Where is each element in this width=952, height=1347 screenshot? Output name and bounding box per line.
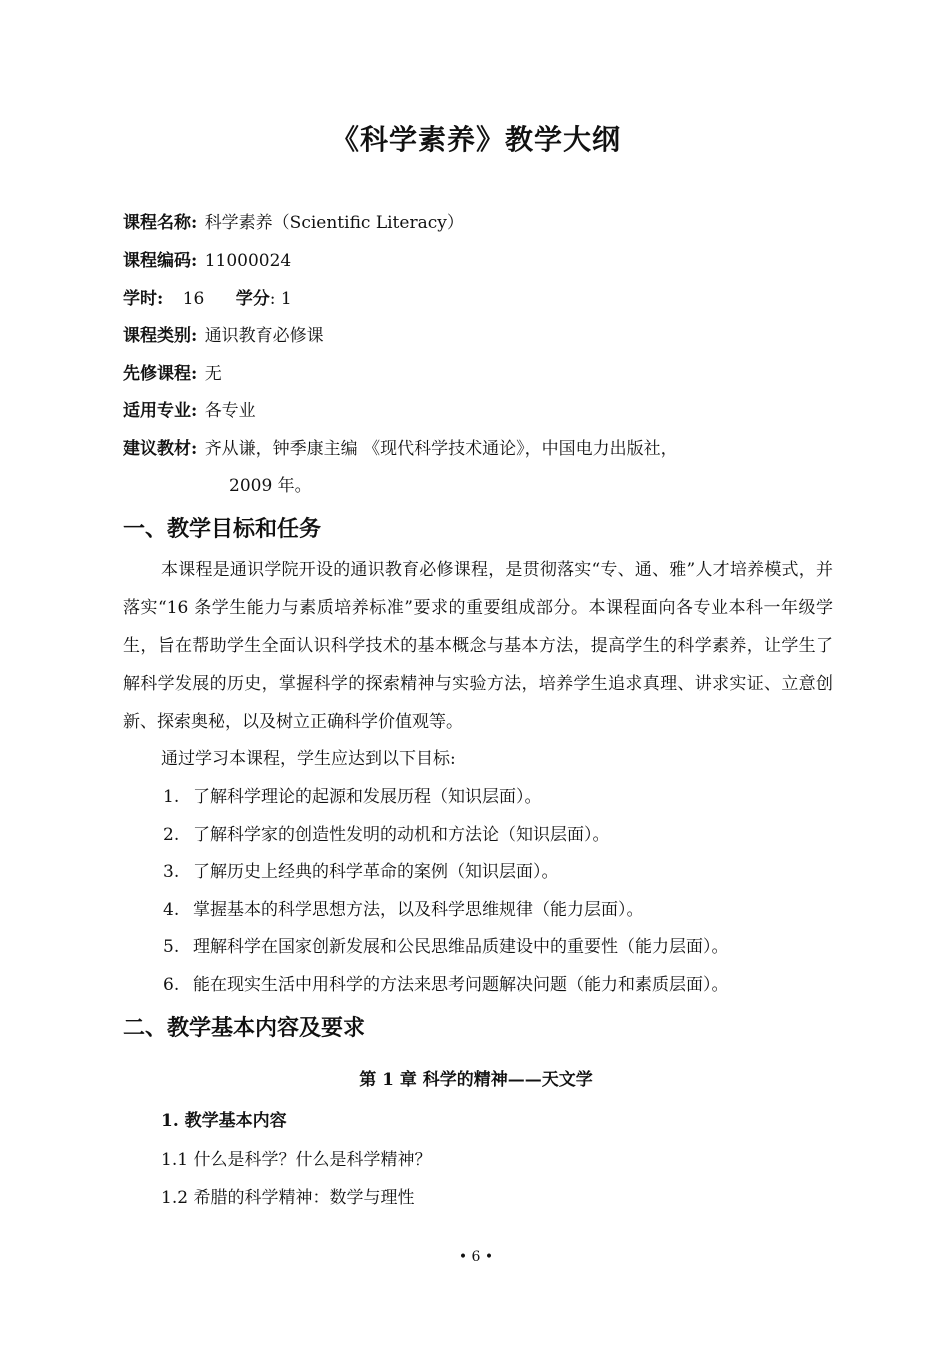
textbook-value-continued: 2009 年。	[229, 476, 312, 496]
textbook-value: 齐从谦，钟季康主编 《现代科学技术通论》，中国电力出版社，	[204, 439, 678, 459]
goal-item	[163, 820, 610, 845]
textbook-label: 建议教材:	[123, 439, 198, 459]
course-code-label: 课程编码:	[123, 251, 198, 271]
goal-item	[163, 857, 559, 882]
goal-number: 6.	[163, 975, 180, 995]
goal-item	[163, 970, 729, 995]
content-item: 1.1 什么是科学？什么是科学精神？	[161, 1150, 432, 1170]
section-1-paragraph: 本课程是通识学院开设的通识教育必修课程，是贯彻落实“专、通、雅”人才培养模式，并落实“16 条学生能力与素质培养标准”要求的重要组成部分。本课程面向各专业本科一年级学生，旨在帮助学生全面认识科学技术的基本概念与基本方法，提高学生的科学素养，让学生了解科学发展的历史，掌握科学的探索精神与实验方法，培养学生追求真理、讲求实证、立意创新、探索奥秘，以及树立正确科学价值观等。	[123, 560, 833, 732]
goal-item	[163, 782, 542, 807]
goal-number: 4.	[163, 900, 180, 920]
course-name-row	[123, 208, 464, 233]
category-label: 课程类别:	[123, 326, 198, 346]
goal-text: 掌握基本的科学思想方法，以及科学思维规律（能力层面）。	[193, 900, 644, 920]
textbook-row	[123, 434, 678, 459]
course-name-value: 科学素养（Scientific Literacy）	[204, 213, 464, 233]
hours-credit-row	[123, 284, 292, 309]
goal-number: 5.	[163, 937, 180, 957]
hours-label: 学时:	[123, 289, 164, 309]
prereq-row	[123, 359, 222, 384]
goal-number: 3.	[163, 862, 180, 882]
goal-text: 了解科学家的创造性发明的动机和方法论（知识层面）。	[193, 825, 610, 845]
credit-value: : 1	[269, 289, 292, 309]
category-row	[123, 321, 324, 346]
prereq-value: 无	[204, 364, 222, 384]
goal-item	[163, 932, 729, 957]
course-name-label: 课程名称:	[123, 213, 198, 233]
goal-text: 了解历史上经典的科学革命的案例（知识层面）。	[193, 862, 559, 882]
goal-text: 理解科学在国家创新发展和公民思维品质建设中的重要性（能力层面）。	[193, 937, 729, 957]
majors-label: 适用专业:	[123, 401, 198, 421]
section-1-heading: 一、教学目标和任务	[123, 516, 322, 542]
goal-number: 2.	[163, 825, 180, 845]
page-number: • 6 •	[458, 1249, 494, 1265]
section-2-heading: 二、教学基本内容及要求	[123, 1015, 366, 1041]
majors-value: 各专业	[204, 401, 256, 421]
goal-number: 1.	[163, 787, 180, 807]
prereq-label: 先修课程:	[123, 364, 198, 384]
course-code-row	[123, 246, 291, 271]
credit-label: 学分	[235, 289, 270, 309]
category-value: 通识教育必修课	[204, 326, 324, 346]
content-subheading: 1. 教学基本内容	[161, 1111, 287, 1131]
goals-intro: 通过学习本课程，学生应达到以下目标:	[161, 749, 456, 769]
majors-row	[123, 396, 256, 421]
hours-value: 16	[182, 289, 205, 309]
goal-text: 能在现实生活中用科学的方法来思考问题解决问题（能力和素质层面）。	[193, 975, 729, 995]
course-code-value: 11000024	[204, 251, 292, 271]
chapter-title: 第 1 章 科学的精神——天文学	[359, 1070, 593, 1090]
goal-item	[163, 895, 644, 920]
goal-text: 了解科学理论的起源和发展历程（知识层面）。	[193, 787, 542, 807]
document-title: 《科学素养》教学大纲	[330, 123, 621, 156]
content-item: 1.2 希腊的科学精神：数学与理性	[161, 1188, 415, 1208]
